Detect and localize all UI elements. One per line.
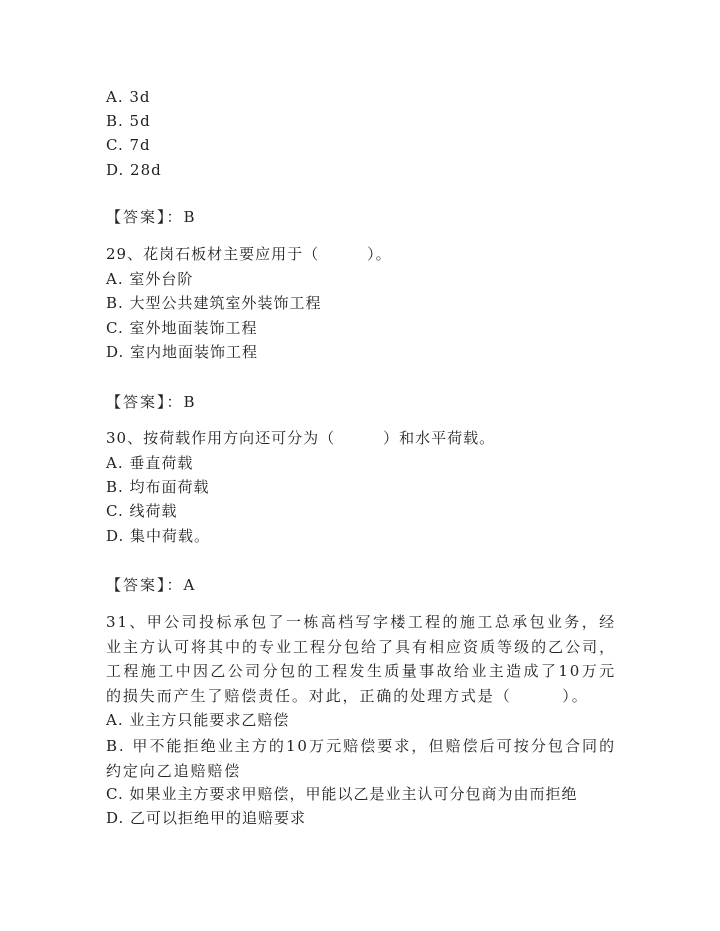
q31-option-c: C. 如果业主方要求甲赔偿，甲能以乙是业主认可分包商为由而拒绝 xyxy=(106,785,578,803)
q29-answer: 【答案】：B xyxy=(106,393,197,411)
q31-stem: 31、甲公司投标承包了一栋高档写字楼工程的施工总承包业务，经业主方认可将其中的专业工程分包给了具有相应资质等级的乙公司，工程施工中因乙公司分包的工程发生质量事故给业主造成了10万元的损失而产生了赔偿责任。对此，正确的处理方式是（ ）。 xyxy=(106,613,616,706)
q29-option-a: A. 室外台阶 xyxy=(106,270,194,288)
prev-option-a: A. 3d xyxy=(106,88,151,106)
prev-option-d: D. 28d xyxy=(106,161,162,179)
q29-option-b: B. 大型公共建筑室外装饰工程 xyxy=(106,294,322,312)
prev-option-b: B. 5d xyxy=(106,112,151,130)
q30-option-c: C. 线荷载 xyxy=(106,502,178,520)
q31-option-b: B. 甲不能拒绝业主方的10万元赔偿要求，但赔偿后可按分包合同的约定向乙追赔赔偿 xyxy=(106,737,616,780)
q31-option-d: D. 乙可以拒绝甲的追赔要求 xyxy=(106,809,307,827)
q29-option-d: D. 室内地面装饰工程 xyxy=(106,343,259,361)
q31-option-a: A. 业主方只能要求乙赔偿 xyxy=(106,711,290,729)
q30-answer: 【答案】：A xyxy=(106,576,197,594)
q30-option-d: D. 集中荷载。 xyxy=(106,527,211,545)
prev-option-c: C. 7d xyxy=(106,136,151,154)
prev-answer: 【答案】：B xyxy=(106,208,197,226)
q29-stem: 29、花岗石板材主要应用于（ ）。 xyxy=(106,245,392,263)
q30-stem: 30、按荷载作用方向还可分为（ ）和水平荷载。 xyxy=(106,429,496,447)
q29-option-c: C. 室外地面装饰工程 xyxy=(106,319,258,337)
q30-option-b: B. 均布面荷载 xyxy=(106,478,210,496)
q30-option-a: A. 垂直荷载 xyxy=(106,454,194,472)
